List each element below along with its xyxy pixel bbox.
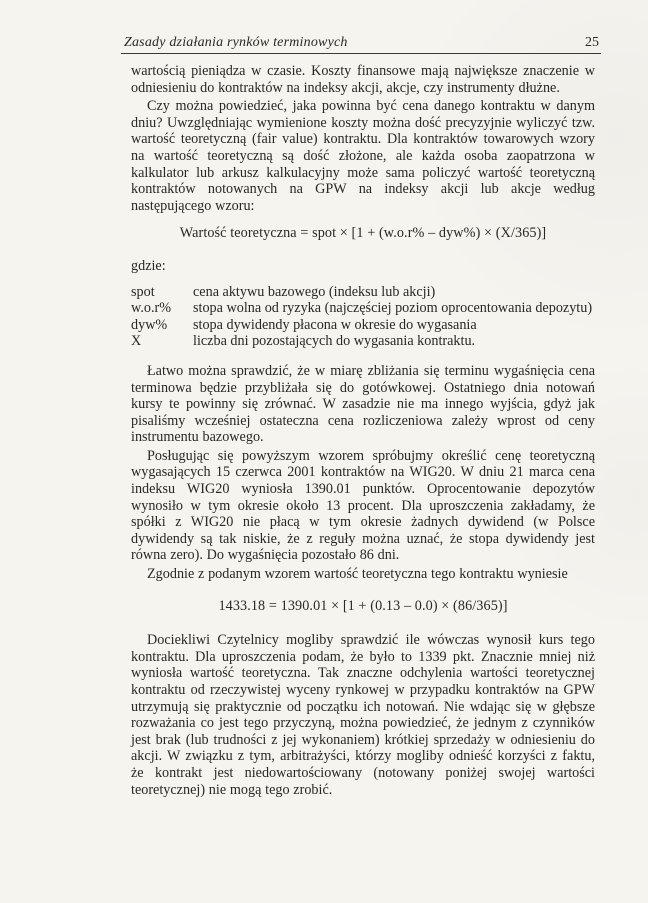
definition-desc-days: liczba dni pozostających do wygasania kontraktu. — [193, 333, 476, 350]
running-title: Zasady działania rynków terminowych — [124, 35, 348, 50]
definition-term-spot: spot — [131, 283, 155, 300]
paragraph-4: Posługując się powyższym wzorem spróbujmy określić cenę teoretyczną wygasających 15 czerwca 2001 kontraktów na WIG20. W dniu 21 marca cena indeksu WIG20 wyniosła 1390.01 punktów. Oprocentowanie depozytów wynosiło w tym okresie około 13 procent. Dla uproszczenia zakładamy, że spółki z WIG20 nie płacą w tym okresie żadnych dywidend (w Polsce dywidendy są tak niskie, że z reguły można uznać, że stopa dywidendy jest równa zero). Do wygaśnięcia pozostało 86 dni. — [131, 447, 595, 564]
definitions-intro: gdzie: — [131, 257, 166, 274]
definition-desc-dividend-rate: stopa dywidendy płacona w okresie do wygasania — [193, 316, 477, 333]
definitions-list — [131, 284, 595, 350]
definition-term-risk-free-rate: w.o.r% — [131, 300, 172, 317]
page-header — [121, 35, 601, 54]
paragraph-1: wartością pieniądza w czasie. Koszty finansowe mają największe znaczenie w odniesieniu do kontraktów na indeksy akcji, akcje, czy instrumenty dłużne. — [131, 63, 595, 96]
paragraph-2: Czy można powiedzieć, jaka powinna być cena danego kontraktu w danym dniu? Uwzględniając wymienione koszty można dość precyzyjnie wyliczyć tzw. wartość teoretyczną (fair value) kontraktu. Dla kontraktów towarowych wzory na wartość teoretyczną są dość złożone, ale każda osoba zaopatrzona w kalkulator lub arkusz kalkulacyjny może sama policzyć wartość teoretyczną kontraktów notowanych na GPW na indeksy akcji lub akcje według następującego wzoru: — [131, 98, 595, 214]
formula-theoretical-value: Wartość teoretyczna = spot × [1 + (w.o.r% – dyw%) × (X/365)] — [179, 225, 547, 242]
formula-example-calculation: 1433.18 = 1390.01 × [1 + (0.13 – 0.0) × (86/365)] — [218, 597, 508, 614]
paragraph-3: Łatwo można sprawdzić, że w miarę zbliżania się terminu wygaśnięcia cena terminowa będzie przybliżała się do gotówkowej. Ostatniego dnia notowań kursy te powinny się zrównać. W zasadzie nie ma innego wyjścia, gdyż jak pisaliśmy wcześniej ostateczna cena rozliczeniowa zależy wprost od ceny instrumentu bazowego. — [131, 362, 595, 446]
definition-term-dividend-rate: dyw% — [131, 316, 168, 333]
definition-desc-risk-free-rate: stopa wolna od ryzyka (najczęściej poziom oprocentowania depozytu) — [193, 300, 593, 317]
paragraph-5: Zgodnie z podanym wzorem wartość teoretyczna tego kontraktu wyniesie — [147, 566, 568, 583]
definition-term-days: X — [131, 333, 142, 350]
definition-desc-spot: cena aktywu bazowego (indeksu lub akcji) — [193, 283, 436, 300]
page-body — [131, 63, 595, 798]
paragraph-6: Dociekliwi Czytelnicy mogliby sprawdzić ile wówczas wynosił kurs tego kontraktu. Dla uproszczenia podam, że było to 1339 pkt. Znacznie mniej niż wyniosła wartość teoretyczna. Tak znaczne odchylenia wartości teoretycznej kontraktu od rzeczywistej wyceny rynkowej w przypadku kontraktów na GPW utrzymują się praktycznie od początku ich notowań. Nie wdając się w głębsze rozważania co jest tego przyczyną, można powiedzieć, że jednym z czynników jest brak (lub trudności z jej wykonaniem) krótkiej sprzedaży w odniesieniu do akcji. W związku z tym, arbitrażyści, którzy mogliby odnieść korzyści z faktu, że kontrakt jest niedowartościowany (notowany poniżej swojej wartości teoretycznej) nie mogą tego zrobić. — [131, 632, 595, 798]
page-number: 25 — [585, 35, 599, 50]
